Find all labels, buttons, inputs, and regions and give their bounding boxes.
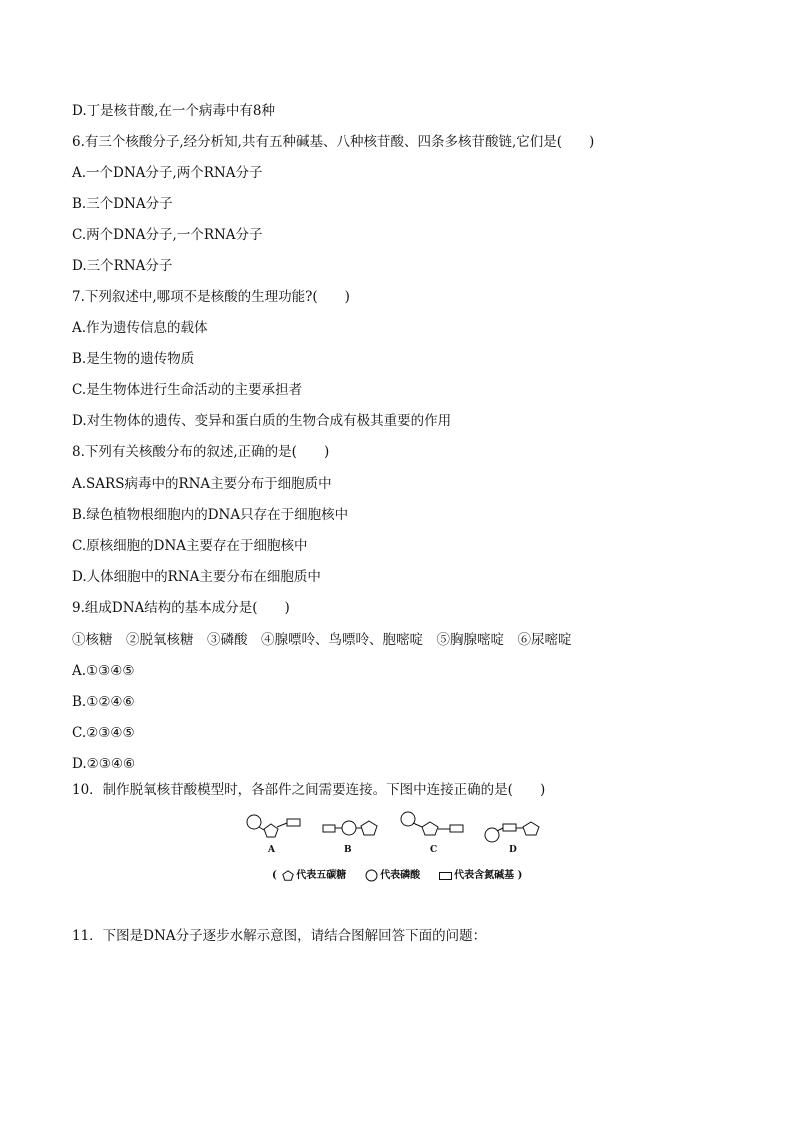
nucleotide-models-svg [236,808,566,866]
label-a: A [268,845,275,855]
question-8: 8.下列有关核酸分布的叙述,正确的是( ) [72,444,330,460]
option-8d: D.人体细胞中的RNA主要分布在细胞质中 [72,569,321,585]
label-d: D [509,845,517,855]
option-7d: D.对生物体的遗传、变异和蛋白质的生物合成有极其重要的作用 [72,413,452,429]
legend-circle-label: 代表磷酸 [380,870,421,881]
question-9: 9.组成DNA结构的基本成分是( ) [72,600,290,616]
option-7b: B.是生物的遗传物质 [72,351,195,367]
option-7c: C.是生物体进行生命活动的主要承担者 [72,382,303,398]
legend-close-paren: ) [517,870,523,881]
option-8a: A.SARS病毒中的RNA主要分布于细胞质中 [72,476,332,492]
option-9b: B.①②④⑥ [72,694,135,710]
option-6d: D.三个RNA分子 [72,258,173,274]
option-6a: A.一个DNA分子,两个RNA分子 [72,165,263,181]
option-8b: B.绿色植物根细胞内的DNA只存在于细胞核中 [72,507,349,523]
model-d [485,822,539,855]
question-6: 6.有三个核酸分子,经分析知,共有五种碱基、八种核苷酸、四条多核苷酸链,它们是( ) [72,134,595,150]
legend-pentagon-label: 代表五碳糖 [296,870,347,881]
question-10: 10．制作脱氧核苷酸模型时，各部件之间需要连接。下图中连接正确的是( ) [72,782,546,798]
question-7: 7.下列叙述中,哪项不是核酸的生理功能?( ) [72,289,350,305]
option-6b: B.三个DNA分子 [72,196,173,212]
question-11: 11．下图是DNA分子逐步水解示意图，请结合图解回答下面的问题： [72,928,487,944]
legend-open-paren: ( [272,870,277,881]
circle-icon [365,869,378,882]
figure-legend [272,866,522,882]
model-b [323,821,377,855]
option-9d: D.②③④⑥ [72,756,136,772]
model-a [247,815,300,855]
model-c [401,812,463,855]
option-9a: A.①③④⑤ [72,663,135,679]
option-5d: D.丁是核苷酸,在一个病毒中有8种 [72,103,276,119]
question-9-components: ①核糖 ②脱氧核糖 ③磷酸 ④腺嘌呤、鸟嘌呤、胞嘧啶 ⑤胸腺嘧啶 ⑥尿嘧啶 [72,632,572,648]
option-9c: C.②③④⑤ [72,725,135,741]
option-7a: A.作为遗传信息的载体 [72,320,208,336]
option-6c: C.两个DNA分子,一个RNA分子 [72,227,263,243]
rectangle-icon [439,872,452,880]
label-c: C [430,845,438,855]
pentagon-icon [282,870,294,881]
option-8c: C.原核细胞的DNA主要存在于细胞核中 [72,538,308,554]
label-b: B [344,845,352,855]
legend-rect-label: 代表含氮碱基 [454,870,515,881]
